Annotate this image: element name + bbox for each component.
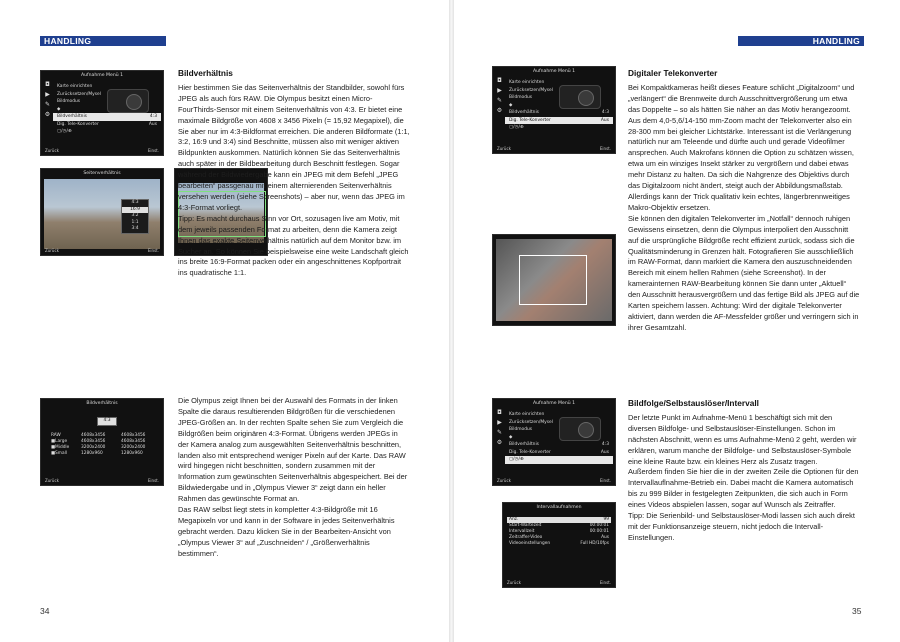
image-size-screenshot (40, 398, 164, 486)
interval-row[interactable]: Start-Wartezeit 00:00:01 (509, 523, 609, 528)
wrench-icon: ✎ (496, 97, 503, 104)
paragraph: Außerdem finden Sie hier die in der zweiten Zeile die Optionen für den Intervallauflnahme-Betrieb ein. Dabei macht die Kamera automatisch bis zu 999 Bilder in festgelegten Zeitpunkten, die sich auch in Form eines Videos abspielen lassen, sogar auf Wunsch als Zeitraffer. (628, 467, 859, 510)
menu-row[interactable]: Bildverhältnis 4:3 (509, 442, 609, 447)
menu-title: Aufnahme Menü 1 (532, 69, 576, 74)
menu-row[interactable]: Karte einrichten (509, 80, 545, 85)
size-row: ■Small 1280x960 1280x960 (51, 451, 143, 456)
play-icon: ▶ (497, 87, 502, 94)
interval-row[interactable]: Zeitraffer-Video Aus (509, 535, 609, 540)
size-row: ■Middle 3200x2400 3200x2400 (51, 445, 146, 450)
menu-row[interactable]: ◆ (57, 106, 61, 112)
menu-footer: Zurück Einst. (45, 148, 159, 153)
camera-illustration (559, 417, 601, 441)
interval-row[interactable]: Anz. 99 (509, 517, 609, 522)
gear-icon: ⚙ (496, 439, 503, 446)
menu-row[interactable]: Bildmodus (509, 427, 533, 432)
aspect-option[interactable]: 3:2 (131, 213, 139, 218)
interval-title: Intervallaufnahmen (536, 505, 582, 510)
menu-row[interactable]: Karte einrichten (509, 412, 545, 417)
menu-side-icons (495, 409, 504, 449)
paragraph: Der letzte Punkt im Aufnahme-Menü 1 beschäftigt sich mit den diversen Bildfolge- und Selbstauslöser-Einstellungen. Schon im nächsten Abschnitt, wenn es ums Aufnahme-Menü 2 geht, werden wir erklären, warum manche der Bildfolge- und Selbstauslöser-Symbole eine kleine Raute bzw. ein kleines Herz als Zusatz tragen. (628, 412, 857, 466)
size-selected[interactable]: 4:3 (98, 418, 116, 425)
paragraph: Hier bestimmen Sie das Seitenverhältnis der Standbilder, sowohl fürs JPEG als auch fürs RAW. Die Olympus besitzt einen Micro-FourThirds-Sensor mit einem Seitenverhältnis von 4:3. Er bietet eine maximale Bildgröße von 4608 x 3456 Pixeln (= 15,92 Megapixel), die Sie aber nur im 4:3-Bildformat erreichen. Die anderen Bildformate (1:1, 3:2, 16:9 und 3:4) sind Beschnitte, müssen also mit weniger aktiven Bildpunkten auskommen. Natürlich können Sie das Seitenverhältnis auch später in der Bildbearbeitung durch Beschnitt festlegen. Sogar während der Bildwiedergabe kann ein JPEG mit dem Befehl „JPEG bearbeiten“ passgenau mit einem alternierenden Seitenverhältnis versehen werden (siehe Screenshots) – aber nur, wenn das JPEG im 4:3-Format vorliegt. (178, 82, 410, 212)
size-table (51, 433, 159, 457)
camera-illustration (107, 89, 149, 113)
menu-row[interactable]: Bildmodus (57, 99, 81, 104)
menu-screenshot (40, 70, 164, 156)
size-row: RAW 4608x3456 4608x3456 (51, 433, 146, 438)
menu-row[interactable]: Dig. Tele-Konverter Aus (509, 449, 609, 455)
paragraph: Tipp: Die Serienbild- und Selbstauslöser-Modi lassen sich auch direkt mit der Funktionsanzeige steuern, nicht jedoch die Intervall-Einstellungen. (628, 511, 855, 542)
menu-row[interactable]: ▢/◷/⊕ (57, 129, 72, 134)
menu-title: Aufnahme Menü 1 (532, 401, 576, 406)
menu-row-selected[interactable]: Bildverhältnis 4:3 (53, 113, 161, 121)
tele-crop-frame (519, 255, 587, 305)
paragraph: Das RAW selbst liegt stets in kompletter 4:3-Bildgröße mit 16 Megapixeln vor und kann in der Software in jedes Seitenverhältnis gebracht werden. Dazu klicken Sie in der Bearbeiten-Ansicht von „Olympus Viewer 3“ auf „Zuschneiden“ / „Größenverhältnis bestimmen“. (178, 505, 395, 558)
size-footer: Zurück Einst. (45, 478, 159, 483)
wrench-icon: ✎ (44, 101, 51, 108)
menu-row[interactable]: Zurücksetzen/Mysel (57, 91, 101, 97)
menu-footer: Zurück Einst. (497, 146, 611, 151)
aspect-option[interactable]: 1:1 (131, 219, 139, 225)
aspect-footer: Zurück Einst. (45, 248, 159, 253)
camera-illustration (559, 85, 601, 109)
menu-row[interactable]: ◆ (509, 102, 513, 108)
aspect-option[interactable]: 3:4 (131, 226, 139, 231)
aspect-ratio-screenshot (40, 168, 164, 256)
menu-side-icons (495, 77, 504, 117)
wrench-icon: ✎ (496, 429, 503, 436)
menu-row[interactable]: Zurücksetzen/Mysel (509, 87, 553, 93)
paragraph: Bei Kompaktkameras heißt dieses Feature schlicht „Digitalzoom“ und „verlängert“ die Brennweite durch Ausschnittvergrößerung um etwa das Doppelte – so als hätten Sie näher an das Motiv herangezoomt. Aus dem 4,0-5,6/14-150 mm-Zoom macht der Telekonverter also ein 28-300 mm bei gleicher Lichtstärke. Interessant ist die Verlängerung natürlich nur am Teleende und dürfte auch und gerade Videofilmer ansprechen. Auch Makrofans können die Option zu schätzen wissen, etwa um ein winziges Insekt stärker zu vergrößern und dabei etwas mehr Distanz zu halten. Da sich die Nahgrenze des Objektivs durch das Digitalzoom nicht ändert, steigt auch der Abbildungsmaßstab. Allerdings kann der Trick qualitativ kein echtes, längerbrennweitiges Makro-Objektiv ersetzen. (628, 82, 855, 212)
heading-aspect-ratio: Bildverhältnis (178, 68, 233, 78)
aspect-title: Seitenverhältnis (83, 171, 121, 176)
play-icon: ▶ (497, 419, 502, 426)
aspect-option[interactable]: 4:3 (131, 200, 139, 205)
page-number: 34 (40, 606, 50, 616)
left-column-text (178, 68, 410, 279)
interval-screenshot (502, 502, 616, 588)
interval-table (507, 517, 611, 547)
menu-row[interactable]: Bildmodus (509, 95, 533, 100)
right-page (452, 0, 900, 642)
page-number: 35 (852, 606, 862, 616)
menu-screenshot-tele (492, 66, 616, 154)
menu-row-selected[interactable]: Dig. Tele-Konverter Aus (505, 117, 613, 125)
play-icon: ▶ (45, 91, 50, 98)
aspect-options (121, 199, 149, 234)
right-column-text-lower (628, 398, 860, 544)
menu-row[interactable]: Bildverhältnis 4:3 (509, 110, 609, 115)
size-selector (97, 417, 117, 426)
menu-title: Aufnahme Menü 1 (80, 73, 124, 78)
size-title: Bildverhältnis (86, 401, 118, 406)
paragraph: Tipp: Es macht durchaus Sinn vor Ort, sozusagen live am Motiv, mit dem jeweils passenden Format zu arbeiten, denn die Kamera zeigt Ihnen das exakte Seitenverhältnis natürlich auf dem Monitor bzw. im Sucher an. So können Sie beispielsweise eine weite Landschaft gleich ins breite 16:9-Format packen oder ein angeschnittenes Kopfportrait ins quadratische 1:1. (178, 213, 409, 278)
camera-icon: ◘ (45, 81, 50, 88)
paragraph: Die Olympus zeigt Ihnen bei der Auswahl des Formats in der linken Spalte die daraus resultierenden Bildgrößen für die verschiedenen JPEG-Größen an. In der rechten Spalte sehen Sie zum Vergleich die Bildgrößen beim originären 4:3-Format. Übrigens werden JPEGs in der Kamera analog zum ausgewählten Seitenverhältnis beschnitten, landen also mit entsprechend weniger Pixeln auf der Karte. Das RAW wird hingegen nicht beschnitten, sondern zusammen mit der Information zum gewünschten Seitenverhältnis abgespeichert. Bei der Bildwiedergabe und in „Olympus Viewer 3“ zeigt dann ein heller Rahmen das gewünschte Format an. (178, 396, 408, 504)
interval-footer: Zurück Einst. (507, 580, 611, 585)
heading-drive-mode: Bildfolge/Selbstauslöser/Intervall (628, 398, 759, 408)
left-column-text-lower (178, 396, 410, 560)
camera-icon: ◘ (497, 77, 502, 84)
menu-screenshot-drive (492, 398, 616, 486)
heading-digital-tele: Digitaler Telekonverter (628, 68, 718, 78)
menu-row[interactable]: ▢/◷/⊕ (509, 125, 524, 130)
size-row: ■Large 4608x3456 4608x3456 (51, 439, 146, 444)
tele-converter-screenshot (492, 234, 616, 326)
menu-row[interactable]: Karte einrichten (57, 84, 93, 89)
paragraph: Sie können den digitalen Telekonverter im „Notfall“ dennoch ruhigen Gewissens einsetzen, denn die Olympus interpoliert den Ausschnitt auf die ursprüngliche Bildgröße recht effizient zurück, sodass sich die Qualitätsminderung in Grenzen hält. Fotografieren Sie ausschließlich im RAW-Format, dann markiert die Kamera den auszuschneidenden Bereich mit einem hellen Rahmen (siehe Screenshot). In der kamerainternen RAW-Bearbeitung können Sie dann unter „Aktuell“ den Ausschnitt herausvergrößern und das fertige Bild als JPEG auf die Karten speichern lassen. Achtung: Wird der digitale Telekonverter aktiviert, dann werden die AF-Messfelder größer und verringern sich in ihrer Gesamtzahl. (628, 213, 860, 332)
interval-row[interactable]: Intervallzeit 00:00:01 (509, 529, 609, 534)
section-label: HANDLING (738, 36, 864, 46)
menu-row-selected[interactable]: ▢/◷/⊕ (505, 456, 613, 464)
menu-side-icons (43, 81, 52, 121)
section-label: HANDLING (40, 36, 166, 46)
interval-row[interactable]: Videoeinstellungen Full HD/10fps (509, 541, 609, 546)
gear-icon: ⚙ (44, 111, 51, 118)
menu-row[interactable]: ◆ (509, 434, 513, 440)
right-column-text (628, 68, 860, 334)
menu-footer: Zurück Einst. (497, 478, 611, 483)
menu-row[interactable]: Dig. Tele-Konverter Aus (57, 121, 157, 127)
camera-icon: ◘ (497, 409, 502, 416)
aspect-option-selected[interactable]: 16:9 (122, 207, 148, 214)
menu-row[interactable]: Zurücksetzen/Mysel (509, 419, 553, 425)
gear-icon: ⚙ (496, 107, 503, 114)
